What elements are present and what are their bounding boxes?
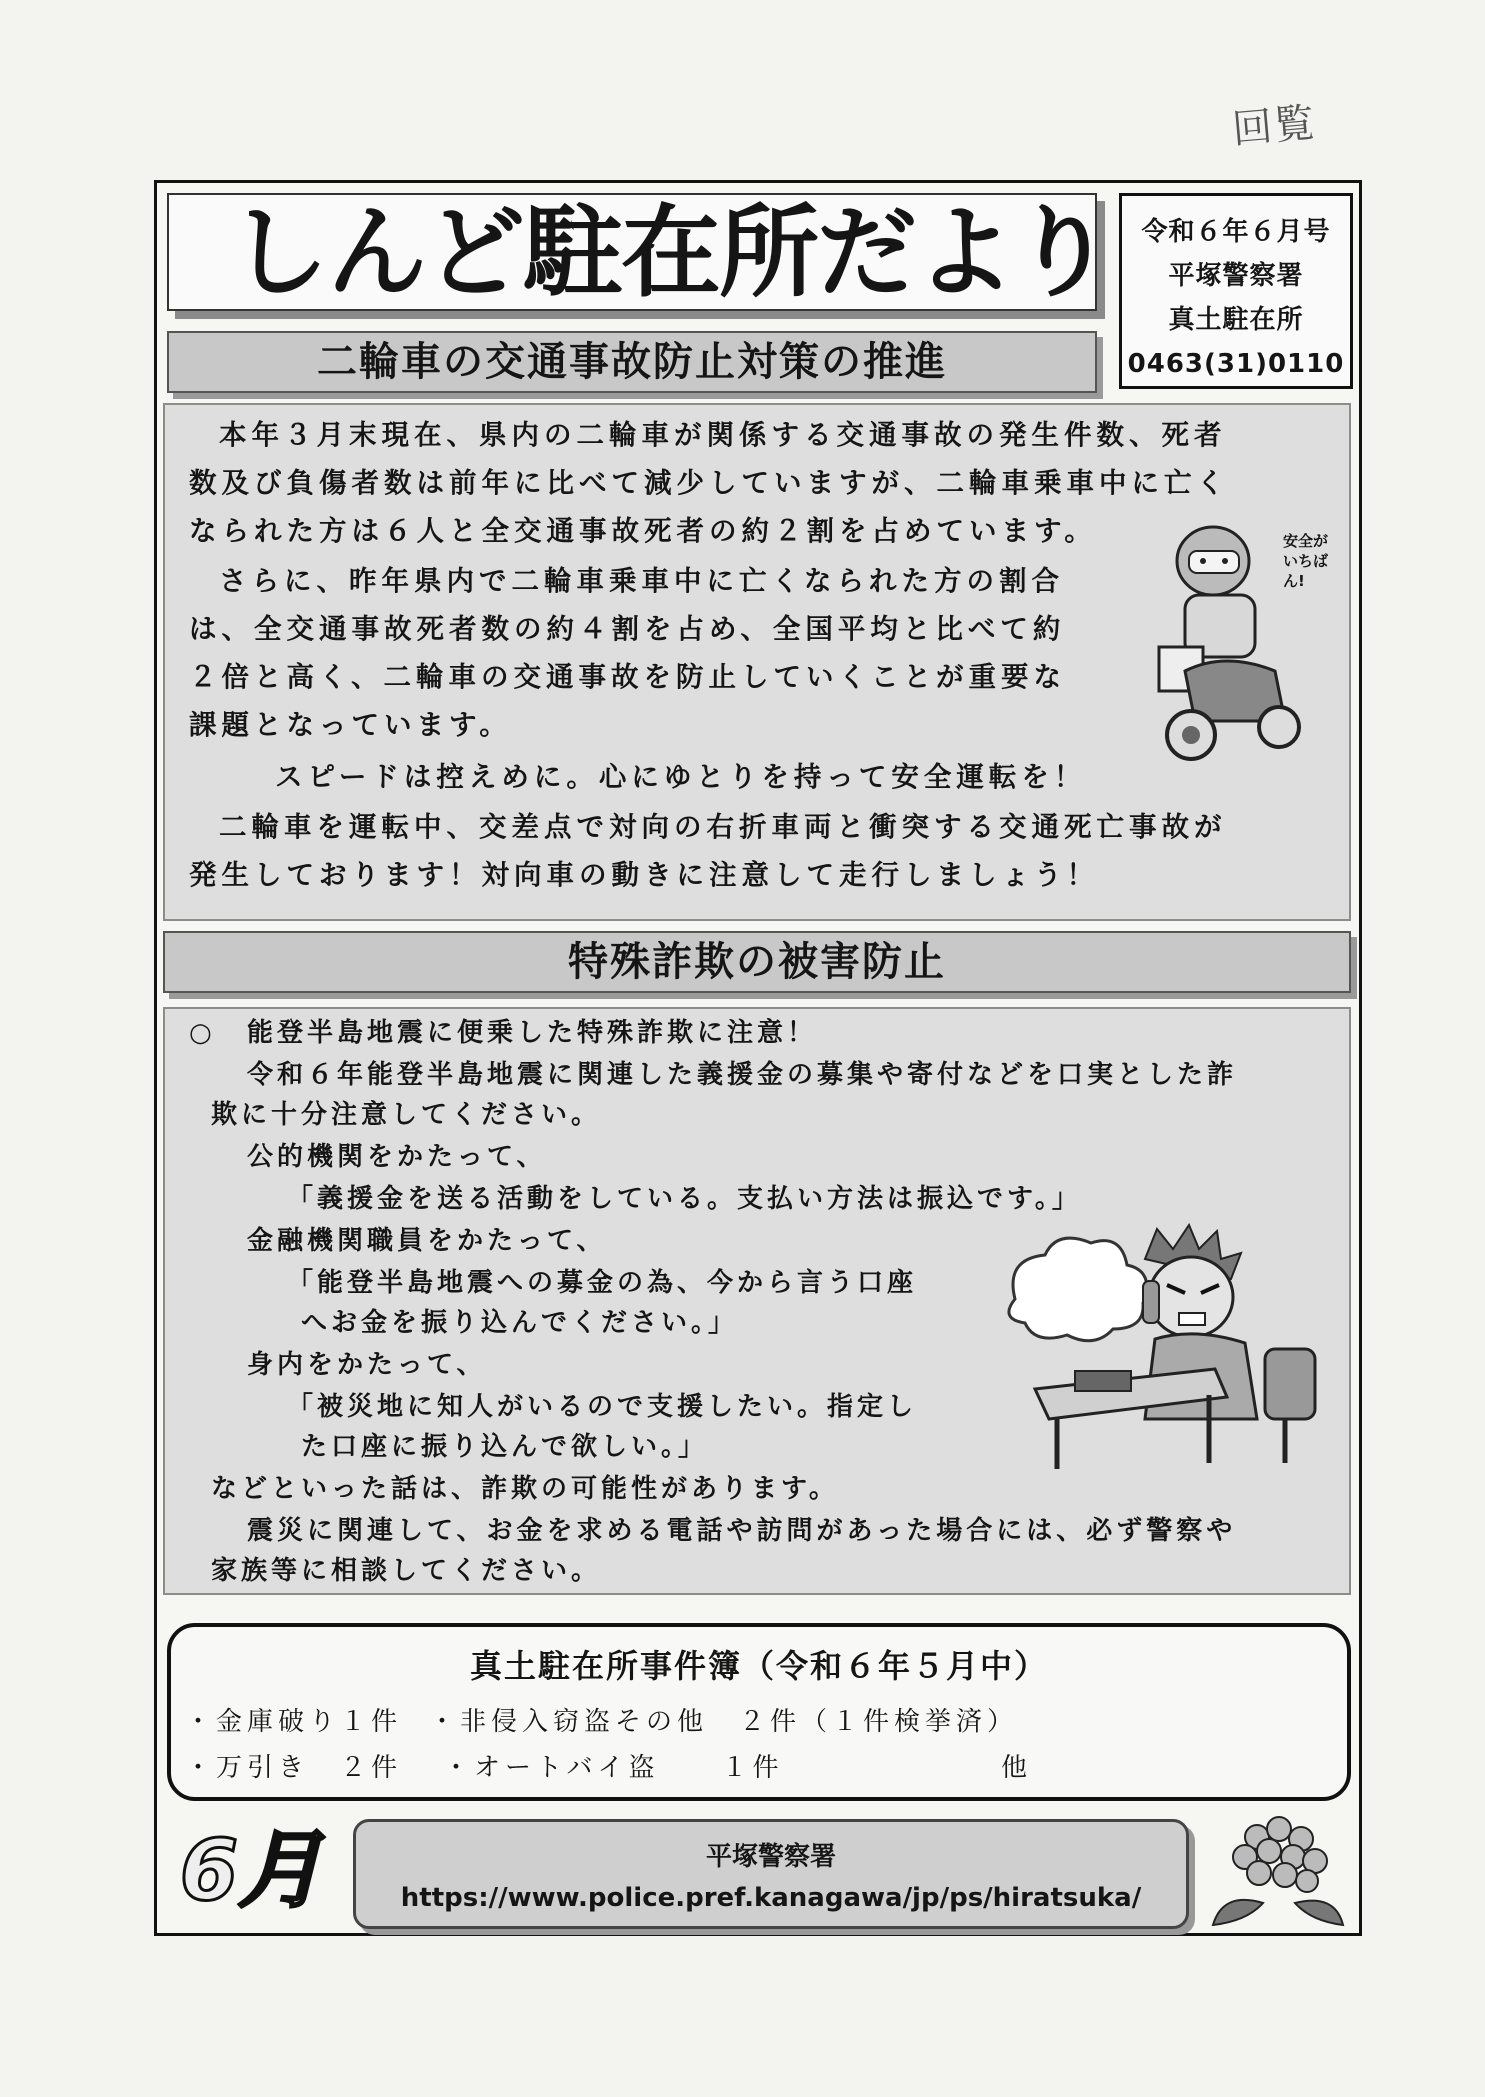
fraud-quote: 「被災地に知人がいるので支援したい。指定し xyxy=(287,1392,918,1422)
footer-url[interactable]: https://www.police.pref.kanagawa/jp/ps/hiratsuka/ xyxy=(400,1883,1142,1913)
circulation-stamp: 回覧 xyxy=(1230,99,1319,154)
hydrangea-icon xyxy=(1203,1807,1353,1931)
section-body-traffic xyxy=(163,403,1351,921)
section-heading-fraud: 特殊詐欺の被害防止 xyxy=(163,931,1351,993)
traffic-line: さらに、昨年県内で二輪車乗車中に亡くなられた方の割合 xyxy=(219,565,1064,597)
fraud-quote: 「能登半島地震への募金の為、今から言う口座 xyxy=(287,1268,918,1298)
masthead xyxy=(167,193,1111,311)
footer-contact xyxy=(353,1819,1189,1929)
traffic-line: なられた方は６人と全交通事故死者の約２割を占めています。 xyxy=(189,515,1097,547)
fraud-line: 金融機関職員をかたって、 xyxy=(247,1226,607,1256)
fraud-line: 震災に関連して、お金を求める電話や訪問があった場合には、必ず警察や xyxy=(247,1516,1237,1546)
traffic-line: 本年３月末現在、県内の二輪車が関係する交通事故の発生件数、死者 xyxy=(219,419,1227,451)
incident-log xyxy=(167,1623,1351,1801)
incident-log-title: 真土駐在所事件簿（令和６年５月中） xyxy=(469,1647,1048,1685)
issue-phone: 0463(31)0110 xyxy=(1127,349,1345,379)
section-heading-traffic: 二輪車の交通事故防止対策の推進 xyxy=(167,331,1097,393)
fraud-bullet: ○ xyxy=(189,1018,216,1048)
newsletter-frame xyxy=(154,180,1362,1936)
issue-info xyxy=(1119,193,1353,389)
traffic-line: 課題となっています。 xyxy=(189,709,512,741)
fraud-quote: た口座に振り込んで欲しい。」 xyxy=(301,1432,709,1462)
phone-call-man-illustration xyxy=(995,1219,1335,1479)
incident-item-other: 他 xyxy=(1001,1753,1033,1783)
traffic-line: ２倍と高く、二輪車の交通事故を防止していくことが重要な xyxy=(189,661,1066,693)
incident-item: ・金庫破り１件 xyxy=(185,1707,403,1737)
traffic-line: 数及び負傷者数は前年に比べて減少していますが、二輪車乗車中に亡く xyxy=(189,467,1229,499)
fraud-quote: 「義援金を送る活動をしている。支払い方法は振込です。」 xyxy=(287,1184,1082,1214)
incident-item: ・非侵入窃盗その他 ２件（１件検挙済） xyxy=(429,1707,1019,1737)
traffic-slogan: スピードは控えめに。心にゆとりを持って安全運転を！ xyxy=(275,761,1087,793)
issue-date: 令和６年６月号 xyxy=(1141,217,1331,247)
rider-speech-line-2: いちばん! xyxy=(1283,552,1329,590)
rider-speech-line-1: 安全が xyxy=(1283,532,1329,550)
issue-office: 真土駐在所 xyxy=(1168,305,1304,335)
month-badge: 6月 xyxy=(179,1821,323,1919)
traffic-line: 二輪車を運転中、交差点で対向の右折車両と衝突する交通死亡事故が xyxy=(219,811,1227,843)
fraud-line: 身内をかたって、 xyxy=(247,1350,487,1380)
incident-item: ・万引き ２件 xyxy=(185,1753,403,1783)
fraud-line: 欺に十分注意してください。 xyxy=(211,1100,602,1130)
fraud-line: 公的機関をかたって、 xyxy=(247,1142,547,1172)
fraud-line: 家族等に相談してください。 xyxy=(211,1556,602,1586)
footer-station: 平塚警察署 xyxy=(705,1842,836,1872)
newsletter-title: しんど駐在所だより xyxy=(229,194,1111,311)
section-body-fraud xyxy=(163,1007,1351,1595)
incident-item: ・オートバイ盗 １件 xyxy=(443,1753,784,1783)
issue-station: 平塚警察署 xyxy=(1168,261,1304,291)
traffic-line: 発生しております！対向車の動きに注意して走行しましょう！ xyxy=(189,859,1099,891)
traffic-line: は、全交通事故死者数の約４割を占め、全国平均と比べて約 xyxy=(189,613,1066,645)
rider-speech-bubble xyxy=(1283,531,1349,591)
fraud-quote: へお金を振り込んでください。」 xyxy=(301,1308,739,1338)
fraud-line: 令和６年能登半島地震に関連した義援金の募集や寄付などを口実とした詐 xyxy=(247,1060,1238,1090)
fraud-line: などといった話は、詐欺の可能性があります。 xyxy=(211,1474,839,1504)
fraud-headline: 能登半島地震に便乗した特殊詐欺に注意！ xyxy=(247,1018,818,1048)
